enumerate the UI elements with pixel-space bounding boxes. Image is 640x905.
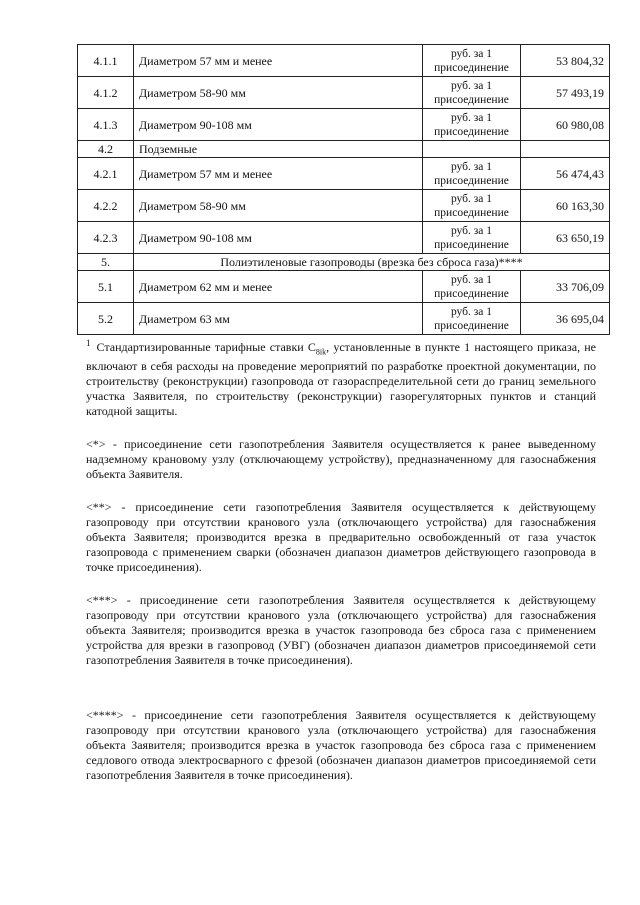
row-name: Диаметром 90-108 мм — [134, 109, 423, 141]
row-name: Диаметром 58-90 мм — [134, 190, 423, 222]
section-title: Полиэтиленовые газопроводы (врезка без сброса газа)**** — [134, 254, 610, 271]
row-number: 4.1.2 — [78, 77, 134, 109]
row-unit: руб. за 1 присоединение — [423, 77, 521, 109]
footnote-marker: 1 — [86, 338, 91, 348]
row-price: 53 804,32 — [521, 45, 610, 77]
row-number: 5.2 — [78, 303, 134, 335]
row-number: 5. — [78, 254, 134, 271]
row-unit: руб. за 1 присоединение — [423, 45, 521, 77]
row-unit: руб. за 1 присоединение — [423, 271, 521, 303]
row-unit: руб. за 1 присоединение — [423, 222, 521, 254]
row-name: Диаметром 90-108 мм — [134, 222, 423, 254]
row-price: 56 474,43 — [521, 158, 610, 190]
notes-section — [86, 336, 596, 801]
table-row — [78, 45, 610, 77]
row-name: Диаметром 58-90 мм — [134, 77, 423, 109]
row-number: 5.1 — [78, 271, 134, 303]
table-section-row — [78, 141, 610, 158]
row-name: Диаметром 57 мм и менее — [134, 45, 423, 77]
row-name: Диаметром 57 мм и менее — [134, 158, 423, 190]
note-one-star: <*> - присоединение сети газопотребления Заявителя осуществляется к ранее выведенному надземному крановому узлу (отключающему устройству), предназначенному для газоснабжения объекта Заявителя. — [86, 437, 596, 482]
row-price: 57 493,19 — [521, 77, 610, 109]
row-number: 4.2 — [78, 141, 134, 158]
row-unit: руб. за 1 присоединение — [423, 190, 521, 222]
row-unit: руб. за 1 присоединение — [423, 158, 521, 190]
row-number: 4.2.3 — [78, 222, 134, 254]
table-row — [78, 303, 610, 335]
row-number: 4.2.1 — [78, 158, 134, 190]
row-name: Диаметром 62 мм и менее — [134, 271, 423, 303]
row-number: 4.1.3 — [78, 109, 134, 141]
empty-cell — [521, 141, 610, 158]
table-row — [78, 77, 610, 109]
tariff-table — [77, 44, 610, 335]
empty-cell — [423, 141, 521, 158]
row-price: 33 706,09 — [521, 271, 610, 303]
row-price: 63 650,19 — [521, 222, 610, 254]
row-number: 4.1.1 — [78, 45, 134, 77]
row-price: 36 695,04 — [521, 303, 610, 335]
footnote-subscript: 8ik — [315, 347, 327, 357]
footnote-text-before: Стандартизированные тарифные ставки С — [96, 340, 316, 354]
row-unit: руб. за 1 присоединение — [423, 303, 521, 335]
table-row — [78, 222, 610, 254]
row-price: 60 980,08 — [521, 109, 610, 141]
note-four-stars: <****> - присоединение сети газопотребления Заявителя осуществляется к действующему газопроводу при отсутствии кранового узла (отключающего устройства) для газоснабжения объекта Заявителя; производится врезка в участок газопровода без сброса газа с применением седлового отвода электросварного с фрезой (обозначен диапазон диаметров присоединяемой сети газопотребления Заявителя в точке присоединения). — [86, 708, 596, 783]
table-row — [78, 109, 610, 141]
note-three-stars: <***> - присоединение сети газопотребления Заявителя осуществляется к действующему газопроводу при отсутствии кранового узла (отключающего устройства) для газоснабжения объекта Заявителя; производится врезка в участок газопровода без сброса газа с применением устройства для врезки в газопровод (УВГ) (обозначен диапазон диаметров присоединяемой сети газопотребления Заявителя в точке присоединения). — [86, 593, 596, 668]
row-price: 60 163,30 — [521, 190, 610, 222]
footnote — [86, 336, 596, 419]
table-row — [78, 190, 610, 222]
row-unit: руб. за 1 присоединение — [423, 109, 521, 141]
row-name: Диаметром 63 мм — [134, 303, 423, 335]
table-section-row — [78, 254, 610, 271]
table-row — [78, 271, 610, 303]
row-number: 4.2.2 — [78, 190, 134, 222]
table-row — [78, 158, 610, 190]
note-two-stars: <**> - присоединение сети газопотребления Заявителя осуществляется к действующему газопроводу при отсутствии кранового узла (отключающего устройства) для газоснабжения объекта Заявителя; производится врезка в предварительно освобожденный от газа участок газопровода с применением сварки (обозначен диапазон диаметров действующего газопровода в точке присоединения). — [86, 500, 596, 575]
row-name: Подземные — [134, 141, 423, 158]
footnote-text-after: , установленные в пункте 1 настоящего приказа, не включают в себя расходы на проведение мероприятий по разработке проектной документации, по строительству (реконструкции) газопровода от газораспределительной сети до границ земельного участка Заявителя, по строительству (реконструкции) газорегуляторных пунктов и станций катодной защиты. — [86, 340, 596, 419]
